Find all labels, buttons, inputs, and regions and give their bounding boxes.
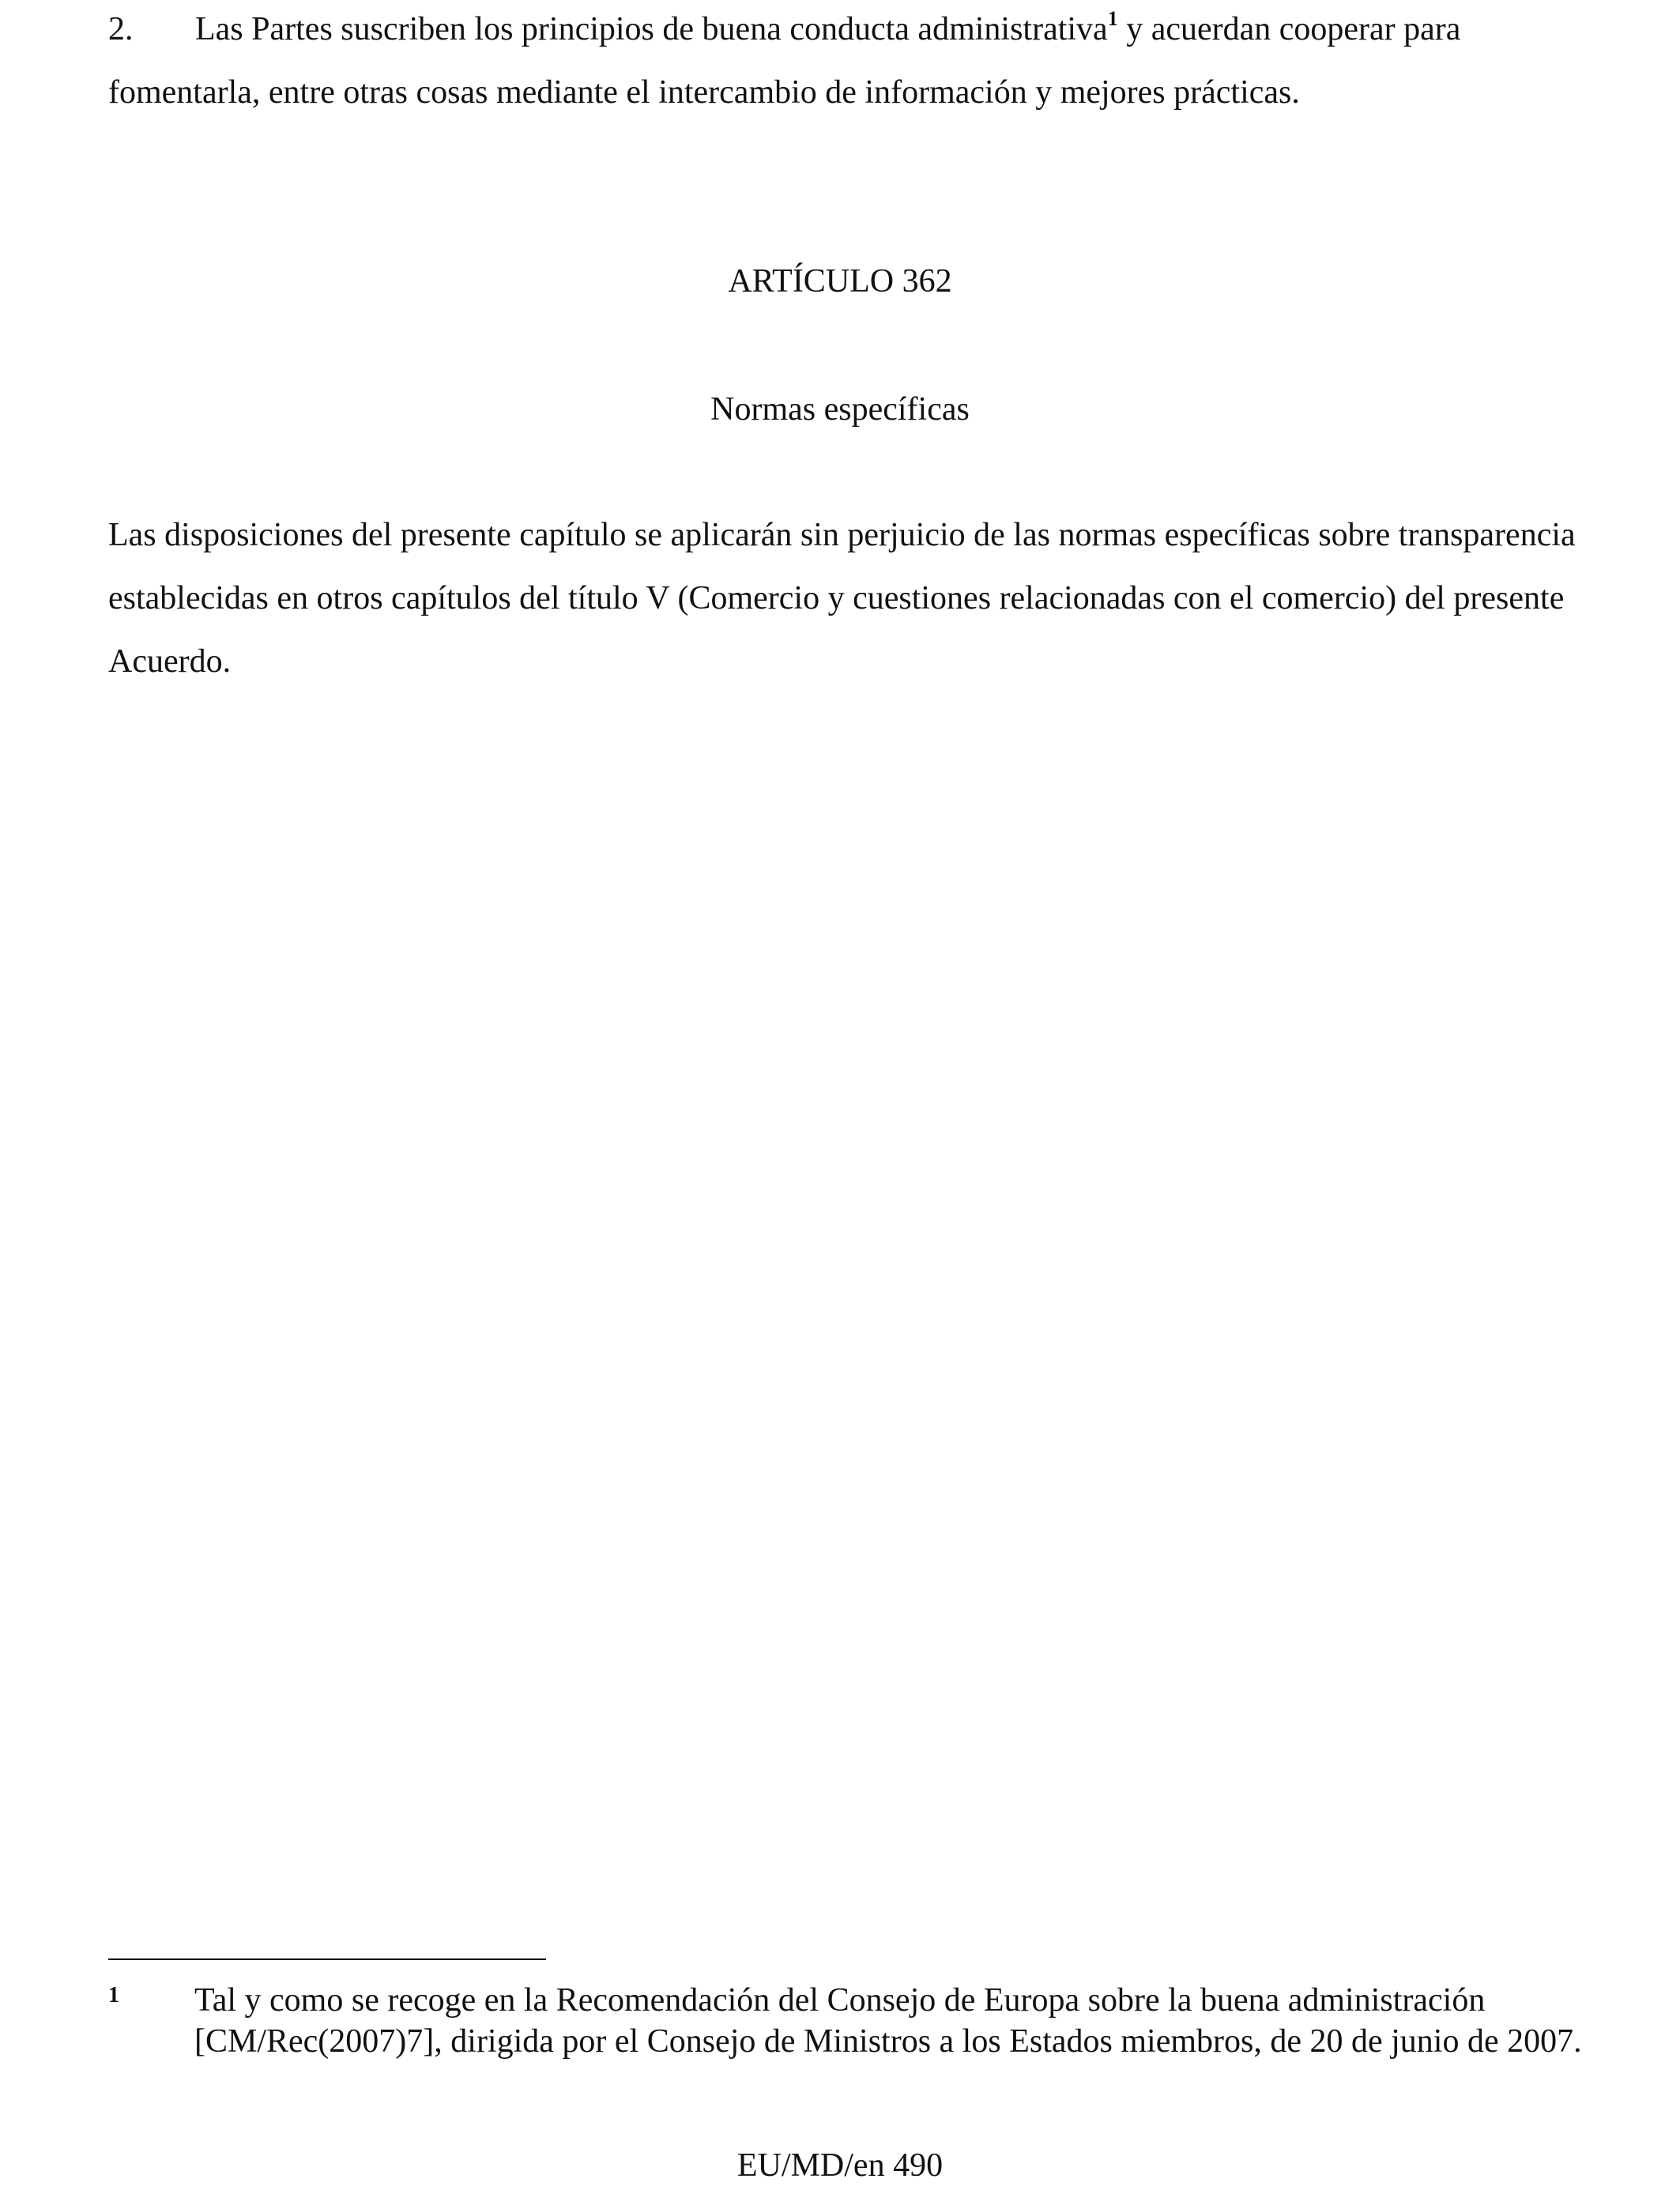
footnote-separator [108, 1958, 546, 1960]
paragraph-number: 2. [108, 11, 134, 47]
paragraph-text-start: Las Partes suscriben los principios de buena conducta administrativa [195, 11, 1108, 47]
paragraph-text-end: y acuerdan cooperar para fomentarla, entre otras cosas mediante el intercambio de información y mejores prácticas. [108, 11, 1461, 111]
page-number: EU/MD/en 490 [736, 2147, 944, 2184]
article-title: ARTÍCULO 362 [728, 263, 952, 300]
footnote-text: Tal y como se recoge en la Recomendación del Consejo de Europa sobre la buena administración [CM/Rec(2007)7], dirigida por el Consejo de Ministros a los Estados miembros, de 20 de junio de 2007. [194, 1982, 1582, 2060]
footnote [108, 1980, 1594, 2062]
numbered-paragraph [108, 0, 1594, 124]
footnote-mark: 1 [108, 1983, 119, 2007]
article-body: Las disposiciones del presente capítulo se aplicarán sin perjuicio de las normas específicas sobre transparencia establecidas en otros capítulos del título V (Comercio y cuestiones relacionadas con el comercio) del presente Acuerdo. [108, 517, 1576, 680]
article-subtitle: Normas específicas [710, 391, 970, 428]
footnote-reference[interactable]: 1 [1107, 7, 1118, 30]
